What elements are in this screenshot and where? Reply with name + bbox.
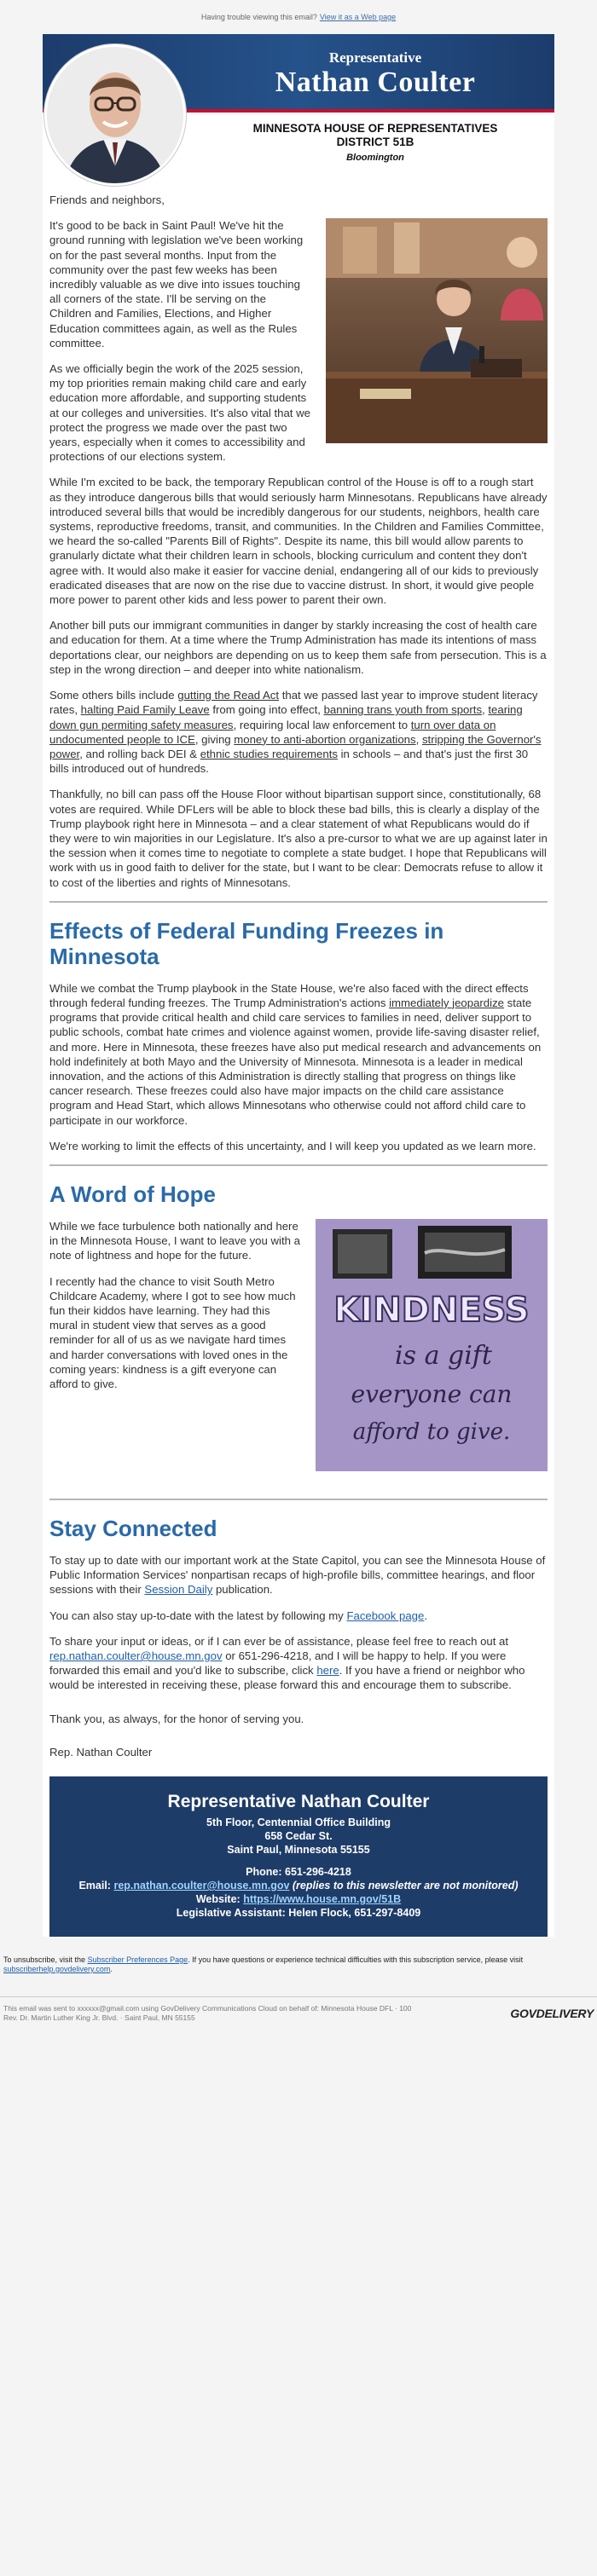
session-daily-paragraph: To stay up to date with our important work at the State Capitol, you can see the Minnesota House of Public Information Services' nonpartisan recaps of high-profile bills, committee hearings, and floor sessions with their Session Daily publication. [49,1553,546,1597]
footer-phone: Phone: 651-296-4218 [246,1866,351,1878]
trans-youth-sports-link[interactable]: banning trans youth from sports [323,703,483,717]
section-divider [49,901,548,903]
gun-permit-link[interactable]: tearing down gun permiting safety measures [49,703,523,731]
email-body [43,34,554,1937]
mural-text-line2: is a gift [395,1340,492,1371]
session-daily-link[interactable]: Session Daily [144,1583,213,1597]
subscribe-here-link[interactable]: here [316,1664,339,1678]
sender-info [0,1997,597,2023]
mural-text-line4: afford to give. [352,1418,511,1445]
section-divider [49,1164,548,1166]
mural-text-line3: everyone can [351,1379,513,1408]
anti-abortion-link[interactable]: money to anti-abortion organizations [234,732,416,746]
immediately-jeopardize-link[interactable]: immediately jeopardize [389,996,504,1009]
ice-data-link[interactable]: turn over data on undocumented people to ICE [49,718,496,746]
contact-paragraph: To share your input or ideas, or if I can ever be of assistance, please feel free to reach out at rep.nathan.coulter@house.mn.gov or 651-296-4218, and I will be happy to help. If you were forwarded this email and you'd like to subscribe, click here. If you have a friend or neighbor who would be interested in receiving these, please forward this and encourage them to subscribe. [49,1634,525,1692]
house-floor-photo [326,218,548,443]
ethnic-studies-link[interactable]: ethnic studies requirements [200,747,338,760]
federal-funding-heading: Effects of Federal Funding Freezes in Minnesota [49,917,444,969]
stay-connected-heading: Stay Connected [49,1515,217,1541]
preheader-text: Having trouble viewing this email? [200,13,317,21]
sent-line-2: Rev. Dr. Martin Luther King Jr. Blvd. · Saint Paul, MN 55155 [3,2013,195,2022]
subscriber-preferences-link[interactable]: Subscriber Preferences Page [87,1955,188,1964]
footer-assistant: Legislative Assistant: Helen Flock, 651-297-8409 [176,1907,421,1919]
childcare-visit-paragraph: I recently had the chance to visit South Metro Childcare Academy, where I got to see how much fun their kiddos have learning. They had this mural in student view that serves as a good reminder for all of us as we navigate hard times and harder conversations with loved ones in the coming years: kindness is a gift everyone can afford to give. [49,1274,296,1390]
federal-funding-paragraph: While we combat the Trump playbook in the State House, we're also faced with the direct effects through federal funding freezes. The Trump Administration's actions immediately jeopardize state programs that provide critical health and child care services to families in need, deliver support to public schools, combat hate crimes and violence against women, provide life-saving disaster relief, and more. Here in Minnesota, these freezes have also put medical research and advancements on hold indefinitely at both Mayo and the University of Minnesota. Minnesota is a leader in medical innovation, and the actions of this Administration is directly stalling that progress on things like cancer research. These freezes could also have major impacts on the child care assistance program and Head Start, which allows Minnesotans who otherwise could not afford child care to participate in our workforce. [49,981,542,1127]
republican-bills-paragraph: While I'm excited to be back, the temporary Republican control of the House is off to a rough start as they introduce dangerous bills that would seriously harm Minnesotans. Republicans have already introduced several bills that would be incredibly dangerous for our students, neighbors, health care systems, reproductive freedoms, transit, and communities. In the Children and Families Committee, we heard the so-called "Parents Bill of Rights". Despite its name, this bill would allow parents to granularly dictate what their children learn in schools, blocking curriculum and content they don't agree with. It would also make it easier for vaccine denial, endangering all of our kids to previously eradicated diseases that are now on the rise due to vaccine distrust. In short, it would give people more power to parent other kids and less power to parent their own. [49,476,548,607]
footer-address-1: 5th Floor, Centennial Office Building [206,1816,391,1828]
contact-email-link[interactable]: rep.nathan.coulter@house.mn.gov [49,1649,223,1662]
contact-footer [49,1776,548,1937]
footer-address-3: Saint Paul, Minnesota 55155 [227,1844,370,1856]
main-content [43,193,554,1937]
word-of-hope-heading: A Word of Hope [49,1181,216,1207]
hope-intro-paragraph: While we face turbulence both nationally and here in the Minnesota House, I want to leave you with a note of lightness and hope for the future. [49,1219,300,1262]
header-title-small: Representative [328,49,422,66]
section-divider [49,1499,548,1500]
footer-address-2: 658 Cedar St. [264,1830,333,1842]
footer-email-line: Email: rep.nathan.coulter@house.mn.gov (replies to this newsletter are not monitored) [78,1880,519,1892]
priorities-paragraph: As we officially begin the work of the 2025 session, my top priorities remain making child care and early education more affordable, and supporting students at our colleges and universities. It's also vital that we protect the progress we made over the past two years, especially when it comes to accessibility and protections of our elections system. [49,362,310,464]
read-act-link[interactable]: gutting the Read Act [177,689,280,702]
thank-you-line: Thank you, as always, for the honor of serving you. [49,1712,304,1725]
paid-family-leave-link[interactable]: halting Paid Family Leave [80,703,210,717]
immigrant-bill-paragraph: Another bill puts our immigrant communities in danger by starkly increasing the cost of health care and education for them. At a time where the Trump Administration has made its intentions of mass deportations clear, our neighbors are depending on us to keep them safe from persecution. This is a step in the wrong direction – and deeper into white nationalism. [49,619,547,676]
signature: Rep. Nathan Coulter [49,1745,153,1759]
govdelivery-logo: GOVDELIVERY [510,2007,594,2020]
preheader [0,0,597,34]
kindness-mural-photo [316,1219,548,1471]
greeting: Friends and neighbors, [49,193,165,206]
footer-website-line: Website: https://www.house.mn.gov/51B [195,1893,402,1905]
bipartisan-paragraph: Thankfully, no bill can pass off the House Floor without bipartisan support since, constitutionally, 68 votes are required. While DFLers will be able to block these bad bills, this is clearly a display of the Trump playbook right here in Minnesota – and a clear statement of what Republicans would do if they were to win majorities in our Legislature. It's also a pre-cursor to what we are up against later in the session when it comes time to negotiate to complete a state budget. I hope that Republicans will work with us in good faith to deliver for the state, but I want to be clear: Democrats refuse to allow it to cost of the liberties and rights of Minnesotans. [49,788,548,889]
district-city: Bloomington [346,153,404,163]
chamber-name: MINNESOTA HOUSE OF REPRESENTATIVES DISTRICT 51B [252,122,498,148]
footer-email-link[interactable]: rep.nathan.coulter@house.mn.gov [113,1880,290,1892]
representative-portrait [44,44,186,186]
subscriber-help-link[interactable]: subscriberhelp.govdelivery.com [3,1965,111,1973]
footer-website-link[interactable]: https://www.house.mn.gov/51B [243,1893,402,1905]
header-banner [43,34,554,193]
intro-paragraph: It's good to be back in Saint Paul! We've hit the ground running with legislation we've been working on for the past several months. Input from the community over the past few weeks has been incredibly valuable as we dive into issues touching all corners of the state. I'll be serving on the Children and Families, Elections, and Higher Education committees again, as well as the Rules committee. [49,219,304,349]
mural-text-line1: KINDNESS [333,1290,530,1330]
unsubscribe-notice: To unsubscribe, visit the Subscriber Preferences Page. If you have questions or experience technical difficulties with this subscription service, please visit subscriberhelp.govdelivery.com. [3,1955,524,1973]
federal-update-paragraph: We're working to limit the effects of this uncertainty, and I will keep you updated as we learn more. [49,1139,536,1152]
facebook-paragraph: You can also stay up-to-date with the latest by following my Facebook page. [49,1609,428,1622]
facebook-page-link[interactable]: Facebook page [346,1609,425,1622]
view-as-webpage-link[interactable]: View it as a Web page [319,13,397,21]
sent-line-1: This email was sent to xxxxxx@gmail.com using GovDelivery Communications Cloud on behalf of: Minnesota House DFL · 100 [3,2004,412,2013]
other-bills-paragraph: Some others bills include gutting the Read Act that we passed last year to improve student literacy rates, halting Paid Family Leave from going into effect, banning trans youth from sports, tearing down gun permiting safety measures, requiring local law enforcement to turn over data on undocumented people to ICE, giving money to anti-abortion organizations, stripping the Governor's power, and rolling back DEI & ethnic studies requirements in schools – and that's just the first 30 bills introduced out of hundreds. [49,689,542,776]
header-title-name: Nathan Coulter [275,66,476,98]
governor-power-link[interactable]: stripping the Governor's power [49,732,542,760]
footer-name: Representative Nathan Coulter [167,1792,430,1811]
